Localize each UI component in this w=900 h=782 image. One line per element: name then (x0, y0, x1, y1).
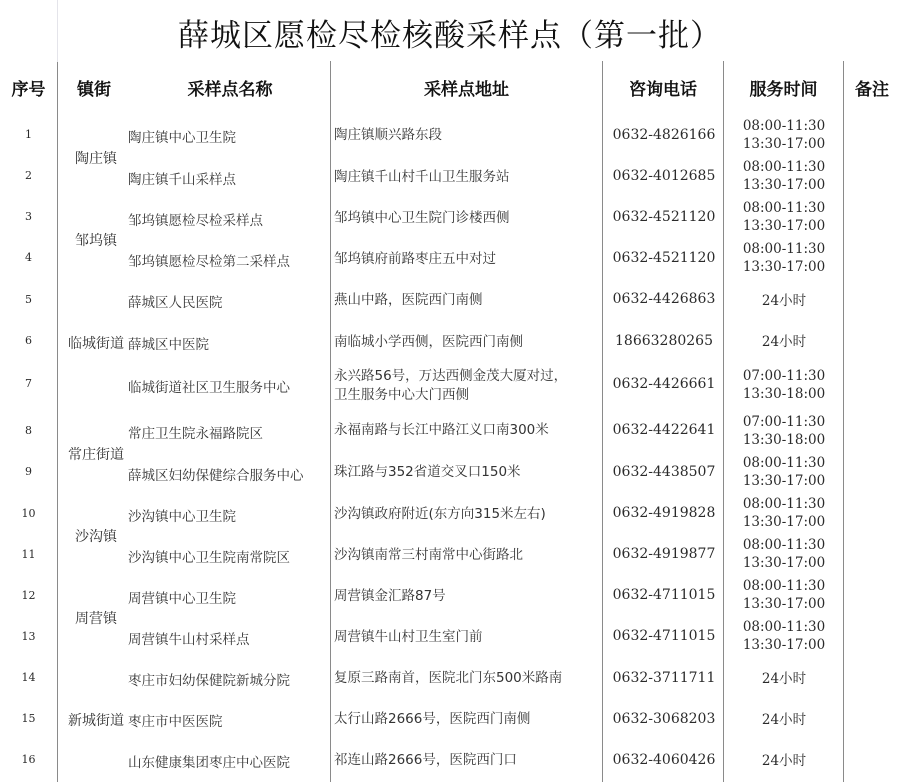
row-phone: 0632-3068203 (612, 711, 716, 727)
row-time: 24小时 (761, 671, 807, 687)
row-time-am: 08:00-11:30 (742, 200, 826, 216)
row-seq: 5 (25, 293, 32, 306)
row-site-name: 常庄卫生院永福路院区 (128, 426, 263, 442)
row-site-address: 永兴路56号，万达西侧金茂大厦对过， (334, 368, 568, 384)
town-cell: 临城街道 (68, 336, 124, 352)
row-phone: 0632-4426863 (612, 291, 716, 307)
row-time-am: 08:00-11:30 (742, 241, 826, 257)
row-phone: 0632-4060426 (612, 752, 716, 768)
row-time-am: 08:00-11:30 (742, 578, 826, 594)
row-time-pm: 13:30-17:00 (742, 555, 826, 571)
row-site-address: 永福南路与长江中路江义口南300米 (334, 422, 549, 438)
row-time-pm: 13:30-17:00 (742, 596, 826, 612)
row-site-address: 太行山路2666号，医院西门南侧 (334, 711, 531, 727)
header-service-time: 服务时间 (749, 80, 818, 100)
row-seq: 13 (21, 630, 36, 643)
row-site-name: 周营镇中心卫生院 (128, 591, 236, 607)
header-site-address: 采样点地址 (424, 80, 509, 100)
row-time: 24小时 (761, 753, 807, 769)
row-phone: 0632-3711711 (612, 670, 716, 686)
town-cell: 新城街道 (68, 713, 124, 729)
row-seq: 15 (21, 712, 36, 725)
row-site-name: 周营镇牛山村采样点 (128, 632, 250, 648)
row-site-name: 薛城区人民医院 (128, 295, 223, 311)
row-phone: 0632-4711015 (612, 628, 716, 644)
row-site-name: 薛城区中医院 (128, 337, 209, 353)
row-time: 24小时 (761, 334, 807, 350)
row-site-name: 沙沟镇中心卫生院南常院区 (128, 550, 290, 566)
row-seq: 10 (21, 507, 36, 520)
row-site-name: 枣庄市妇幼保健院新城分院 (128, 673, 290, 689)
row-phone: 0632-4426661 (612, 376, 716, 392)
row-phone: 0632-4919877 (612, 546, 716, 562)
row-seq: 12 (21, 589, 36, 602)
row-phone: 0632-4521120 (612, 250, 716, 266)
row-seq: 9 (25, 465, 32, 478)
row-time-am: 08:00-11:30 (742, 619, 826, 635)
row-time: 24小时 (761, 712, 807, 728)
row-site-address: 沙沟镇南常三村南常中心街路北 (334, 547, 523, 563)
row-phone: 18663280265 (615, 333, 713, 349)
header-seq: 序号 (11, 80, 46, 100)
header-site-name: 采样点名称 (187, 80, 273, 100)
row-site-name: 薛城区妇幼保健综合服务中心 (128, 468, 304, 484)
row-phone: 0632-4521120 (612, 209, 716, 225)
row-time-am: 08:00-11:30 (742, 159, 826, 175)
row-seq: 2 (25, 169, 32, 182)
row-site-name: 临城街道社区卫生服务中心 (128, 380, 290, 396)
row-seq: 16 (21, 753, 36, 766)
row-site-address-line2: 卫生服务中心大门西侧 (334, 387, 469, 403)
column-divider (57, 62, 58, 782)
header-phone: 咨询电话 (629, 80, 697, 100)
row-site-name: 邹坞镇愿检尽检第二采样点 (128, 254, 290, 270)
row-site-address: 燕山中路，医院西门南侧 (334, 292, 483, 308)
row-phone: 0632-4438507 (612, 464, 716, 480)
row-site-address: 陶庄镇千山村千山卫生服务站 (334, 169, 510, 185)
row-site-address: 珠江路与352省道交叉口150米 (334, 464, 521, 480)
row-time-pm: 13:30-17:00 (742, 473, 826, 489)
row-seq: 7 (25, 377, 32, 390)
row-site-address: 沙沟镇政府附近(东方向315米左右) (334, 506, 546, 522)
row-phone: 0632-4422641 (612, 422, 716, 438)
row-site-name: 陶庄镇中心卫生院 (128, 130, 236, 146)
town-cell: 邹坞镇 (75, 233, 117, 249)
row-phone: 0632-4919828 (612, 505, 716, 521)
row-site-address: 祁连山路2666号，医院西门口 (334, 752, 517, 768)
row-seq: 1 (25, 128, 32, 141)
town-cell: 沙沟镇 (75, 529, 117, 545)
row-site-name: 沙沟镇中心卫生院 (128, 509, 236, 525)
row-seq: 3 (25, 210, 32, 223)
row-site-name: 山东健康集团枣庄中心医院 (128, 755, 290, 771)
row-time-am: 07:00-11:30 (742, 368, 826, 384)
row-seq: 11 (21, 548, 36, 561)
row-time-am: 07:00-11:30 (742, 414, 826, 430)
column-divider (330, 61, 331, 782)
column-divider (602, 61, 603, 782)
row-time-pm: 13:30-17:00 (742, 637, 826, 653)
column-divider (57, 0, 58, 62)
town-cell: 周营镇 (75, 611, 117, 627)
row-seq: 14 (21, 671, 36, 684)
row-site-address: 周营镇金汇路87号 (334, 588, 446, 604)
row-site-address: 南临城小学西侧，医院西门南侧 (334, 334, 523, 350)
row-seq: 8 (25, 424, 32, 437)
document-title: 薛城区愿检尽检核酸采样点（第一批） (178, 18, 722, 54)
header-town: 镇街 (77, 80, 111, 100)
row-time-pm: 13:30-17:00 (742, 514, 826, 530)
row-time-am: 08:00-11:30 (742, 118, 826, 134)
row-phone: 0632-4012685 (612, 168, 716, 184)
row-time: 24小时 (761, 293, 807, 309)
row-time-pm: 13:30-18:00 (742, 386, 826, 402)
row-phone: 0632-4826166 (612, 127, 716, 143)
row-time-pm: 13:30-17:00 (742, 177, 826, 193)
row-phone: 0632-4711015 (612, 587, 716, 603)
row-site-name: 枣庄市中医医院 (128, 714, 223, 730)
row-time-pm: 13:30-17:00 (742, 218, 826, 234)
row-seq: 6 (25, 334, 32, 347)
row-time-pm: 13:30-17:00 (742, 259, 826, 275)
row-site-address: 邹坞镇府前路枣庄五中对过 (334, 251, 496, 267)
header-remarks: 备注 (855, 80, 889, 100)
row-site-name: 陶庄镇千山采样点 (128, 172, 236, 188)
row-time-am: 08:00-11:30 (742, 455, 826, 471)
row-site-address: 复原三路南首，医院北门东500米路南 (334, 670, 563, 686)
row-time-pm: 13:30-17:00 (742, 136, 826, 152)
row-site-address: 周营镇牛山村卫生室门前 (334, 629, 483, 645)
town-cell: 常庄街道 (68, 447, 124, 463)
town-cell: 陶庄镇 (75, 151, 117, 167)
row-site-name: 邹坞镇愿检尽检采样点 (128, 213, 263, 229)
row-time-am: 08:00-11:30 (742, 537, 826, 553)
row-time-pm: 13:30-18:00 (742, 432, 826, 448)
row-site-address: 陶庄镇顺兴路东段 (334, 127, 442, 143)
column-divider (843, 61, 844, 782)
row-site-address: 邹坞镇中心卫生院门诊楼西侧 (334, 210, 510, 226)
row-time-am: 08:00-11:30 (742, 496, 826, 512)
row-seq: 4 (25, 251, 32, 264)
